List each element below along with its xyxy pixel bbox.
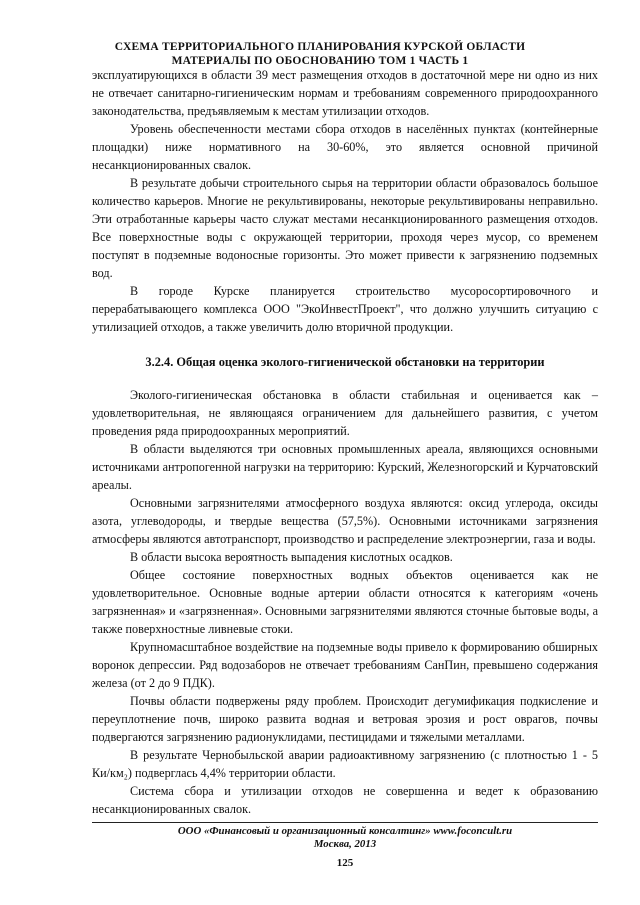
paragraph: В городе Курске планируется строительство мусоросортировочного и перерабатывающего комплекса ООО "ЭкоИнвестПроект", что должно улучшить ситуацию с утилизацией отходов, а также увеличить долю вторичной продукции. xyxy=(92,284,598,334)
document-header xyxy=(92,40,548,68)
header-title: СХЕМА ТЕРРИТОРИАЛЬНОГО ПЛАНИРОВАНИЯ КУРСКОЙ ОБЛАСТИ xyxy=(114,41,526,53)
header-subtitle: МАТЕРИАЛЫ ПО ОБОСНОВАНИЮ ТОМ 1 ЧАСТЬ 1 xyxy=(171,55,469,67)
paragraph: В области высока вероятность выпадения кислотных осадков. xyxy=(130,550,453,564)
paragraph: Система сбора и утилизации отходов не совершенна и ведет к образованию несанкционированных свалок. xyxy=(92,784,598,816)
page-number: 125 xyxy=(336,857,354,869)
paragraph: В области выделяются три основных промышленных ареала, являющихся основными источниками антропогенной нагрузки на территорию: Курский, Железногорский и Курчатовский ареалы. xyxy=(92,442,598,492)
footer-divider xyxy=(92,822,598,823)
paragraph: Крупномасштабное воздействие на подземные воды привело к формированию обширных воронок депрессии. Ряд водозаборов не отвечает требованиям СанПин, превышено содержания железа (от 2 до 9 ПДК). xyxy=(92,640,598,690)
paragraph: В результате Чернобыльской аварии радиоактивному загрязнению (с плотностью 1 - 5 Ки/км₂) подверглась 4,4% территории области. xyxy=(92,748,598,780)
footer-place-year: Москва, 2013 xyxy=(313,838,377,850)
document-body xyxy=(92,66,598,818)
document-footer xyxy=(92,825,598,851)
paragraph: Основными загрязнителями атмосферного воздуха являются: оксид углерода, оксиды азота, углеводороды, и твердые вещества (57,5%). Основными источниками загрязнения атмосферы являются автотранспорт, производство и распределение электроэнергии, газа и воды. xyxy=(92,496,598,546)
paragraph: эксплуатирующихся в области 39 мест размещения отходов в достаточной мере ни одно из них не отвечает санитарно-гигиеническим нормам и требованиям современного природоохранного законодательства, предъявляемым к местам утилизации отходов. xyxy=(92,68,598,118)
paragraph: Уровень обеспеченности местами сбора отходов в населённых пунктах (контейнерные площадки) ниже нормативного на 30-60%, это является основной причиной несанкционированных свалок. xyxy=(92,122,598,172)
paragraph: В результате добычи строительного сырья на территории области образовалось большое количество карьеров. Многие не рекультивированы, некоторые рекультивированы неправильно. Эти отработанные карьеры часто служат местами несанкционированного размещения отходов. Все поверхностные воды с окружающей территории, проходя через мусор, со временем поступят в подземные водоносные горизонты. Это может привести к загрязнению подземных вод. xyxy=(92,176,598,280)
paragraph: Общее состояние поверхностных водных объектов оценивается как не удовлетворительное. Основные водные артерии области относятся к категориям «очень загрязненная» и «загрязненная». Основными загрязнителями являются сточные бытовые воды, а также поверхностные ливневые стоки. xyxy=(92,568,598,636)
paragraph: Эколого-гигиеническая обстановка в области стабильная и оценивается как – удовлетворительная, не являющаяся ограничением для дальнейшего развития, с учетом проведения ряда природоохранных мероприятий. xyxy=(92,388,598,438)
section-heading: 3.2.4. Общая оценка эколого-гигиенической обстановки на территории xyxy=(145,355,545,369)
paragraph: Почвы области подвержены ряду проблем. Происходит дегумификация подкисление и переуплотнение почв, широко развита водная и ветровая эрозия и рост оврагов, почвы подвергаются загрязнению радионуклидами, пестицидами и тяжелыми металлами. xyxy=(92,694,598,744)
footer-company: ООО «Финансовый и организационный консалтинг» www.foconcult.ru xyxy=(177,825,513,837)
